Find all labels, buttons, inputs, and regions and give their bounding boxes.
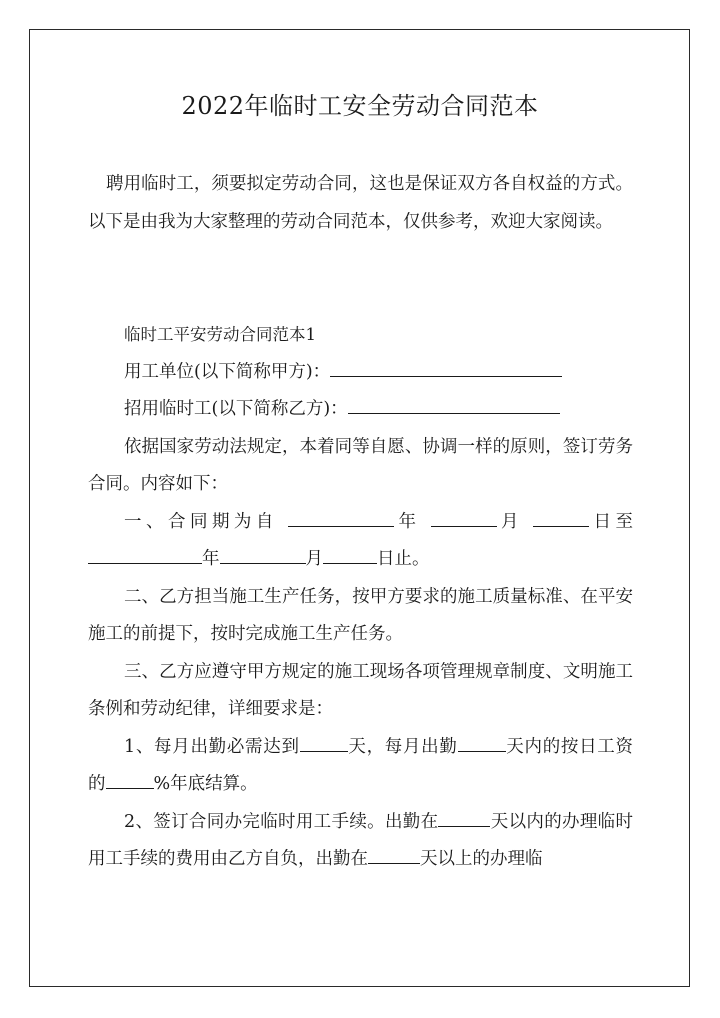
item-2-text-b: 天以内的办理临时用工手续的费用由乙方自负，出勤在	[88, 811, 633, 869]
start-year-blank[interactable]	[288, 507, 394, 526]
clause-1-month: 月	[496, 511, 523, 532]
procedure-days-blank[interactable]	[438, 807, 490, 826]
item-1-text-c: 天内的按日工资的	[88, 736, 634, 794]
clause-1-line-1	[88, 504, 633, 542]
preamble-paragraph: 依据国家劳动法规定，本着同等自愿、协调一样的原则，签订劳务合同。内容如下：	[88, 436, 633, 494]
item-2-text-c: 天以上的办理临	[420, 849, 543, 869]
item-1-text-a: 1、每月出勤必需达到	[124, 736, 300, 757]
party-a-blank[interactable]	[330, 357, 562, 376]
start-month-blank[interactable]	[431, 507, 497, 526]
item-1-text-d: %年底结算。	[153, 774, 258, 794]
party-a-line	[88, 354, 633, 392]
end-month-blank[interactable]	[220, 545, 306, 564]
item-1-text-b: 天，每月出勤	[347, 736, 458, 757]
intro-paragraph: 聘用临时工，须要拟定劳动合同，这也是保证双方各自权益的方式。以下是由我为大家整理的劳动合同范本，仅供参考，欢迎大家阅读。	[88, 174, 633, 232]
item-2-text-a: 2、签订合同办完临时用工手续。出勤在	[124, 811, 439, 832]
clause-1-year: 年	[393, 511, 421, 532]
clause-1-day-end: 日止。	[377, 549, 430, 569]
clause-1-month-2: 月	[305, 549, 323, 569]
item-2-paragraph	[88, 804, 633, 879]
clause-1-text-a: 一、合同期为自	[124, 511, 278, 532]
clause-1-year-2: 年	[202, 549, 220, 569]
document-title: 2022年临时工安全劳动合同范本	[181, 92, 539, 120]
party-b-blank[interactable]	[348, 395, 560, 414]
clause-3-paragraph: 三、乙方应遵守甲方规定的施工现场各项管理规章制度、文明施工条例和劳动纪律，详细要求是：	[88, 661, 633, 719]
contract-body	[88, 316, 633, 879]
item-1-paragraph	[88, 729, 633, 804]
party-b-label: 招用临时工(以下简称乙方)：	[124, 399, 348, 419]
clause-1-line-2	[88, 541, 633, 579]
clause-2-paragraph: 二、乙方担当施工生产任务，按甲方要求的施工质量标准、在平安施工的前提下，按时完成施工生产任务。	[88, 586, 633, 644]
wage-percent-blank[interactable]	[106, 770, 154, 789]
clause-1-day-to: 日至	[589, 511, 634, 532]
start-day-blank[interactable]	[533, 507, 589, 526]
attendance-days-blank[interactable]	[458, 732, 506, 751]
party-a-label: 用工单位(以下简称甲方)：	[124, 361, 331, 382]
section-heading: 临时工平安劳动合同范本1	[124, 325, 316, 344]
end-year-blank[interactable]	[88, 545, 202, 564]
procedure-days-over-blank[interactable]	[368, 845, 420, 864]
min-attendance-blank[interactable]	[300, 732, 348, 751]
end-day-blank[interactable]	[323, 545, 377, 564]
party-b-line	[88, 391, 633, 429]
